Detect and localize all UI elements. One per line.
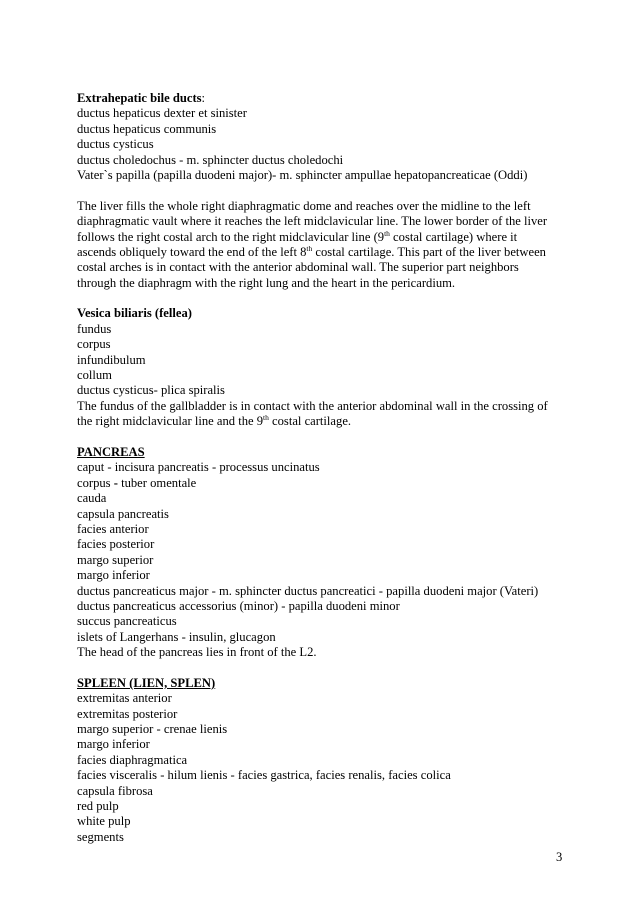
liver-paragraph-line [77,245,567,260]
spacer [77,660,567,675]
bile-ducts-heading-colon: : [201,91,206,105]
bile-duct-item: ductus choledochus - m. sphincter ductus choledochi [77,152,344,167]
gallbladder-text: costal cartilage. [268,414,352,429]
pancreas-item: facies posterior [77,537,155,552]
bile-ducts-heading-line [77,91,567,106]
ordinal-superscript: th [263,413,269,423]
spacer [77,430,567,445]
gallbladder-item: fundus [77,321,112,336]
gallbladder-item: collum [77,368,112,383]
pancreas-heading: PANCREAS [77,444,145,459]
gallbladder-text: the right midclavicular line and the 9 [77,414,264,429]
bile-duct-item: ductus hepaticus communis [77,121,217,136]
pancreas-dash: - [113,475,118,490]
pancreas-item: ductus pancreaticus major - m. sphincter ductus pancreatici - papilla duodeni major (Vateri) [77,583,539,598]
pancreas-item: margo inferior [77,568,150,583]
pancreas-item [77,476,567,491]
spleen-item: facies visceralis - hilum lienis - facies gastrica, facies renalis, facies colica [77,768,451,783]
spleen-item: extremitas anterior [77,691,172,706]
pancreas-item: islets of Langerhans - insulin, glucagon [77,629,276,644]
spleen-item: segments [77,829,124,844]
spleen-item: white pulp [77,814,131,829]
page-number: 3 [556,850,563,864]
pancreas-item: cauda [77,491,107,506]
spacer [77,291,567,306]
liver-text: costal cartilage) where it [389,229,518,244]
spleen-item: margo inferior [77,737,150,752]
gallbladder-heading: Vesica biliaris (fellea) [77,306,192,321]
spleen-item: red pulp [77,798,119,813]
gallbladder-item: corpus [77,337,111,352]
gallbladder-paragraph-line: The fundus of the gallbladder is in contact with the anterior abdominal wall in the crossing of [77,398,548,413]
liver-paragraph-line: The liver fills the whole right diaphragmatic dome and reaches over the midline to the left [77,198,531,213]
pancreas-item: succus pancreaticus [77,614,177,629]
spleen-item: capsula fibrosa [77,783,153,798]
spleen-item: facies diaphragmatica [77,752,188,767]
spleen-heading: SPLEEN (LIEN, SPLEN) [77,675,216,690]
bile-duct-item: ductus hepaticus dexter et sinister [77,106,247,121]
bile-duct-item: Vater`s papilla (papilla duodeni major)- m. sphincter ampullae hepatopancreaticae (Oddi) [77,167,528,182]
pancreas-item: caput - incisura pancreatis - processus uncinatus [77,460,320,475]
pancreas-item: margo superior [77,552,154,567]
liver-text: costal cartilage. This part of the liver between [312,244,546,259]
gallbladder-paragraph-line [77,414,567,429]
gallbladder-item: ductus cysticus- plica spiralis [77,383,225,398]
bile-duct-item: ductus cysticus [77,137,154,152]
pancreas-item: ductus pancreaticus accessorius (minor) - papilla duodeni minor [77,598,400,613]
liver-text: ascends obliquely toward the end of the left 8 [77,244,307,259]
pancreas-item: capsula pancreatis [77,506,169,521]
liver-paragraph-line: through the diaphragm with the right lung and the heart in the pericardium. [77,275,456,290]
pancreas-item: facies anterior [77,521,149,536]
liver-paragraph-line [77,230,567,245]
pancreas-text: corpus [77,475,114,490]
ordinal-superscript: th [384,228,390,238]
spleen-item: margo superior - crenae lienis [77,722,228,737]
liver-paragraph-line: diaphragmatic vault where it reaches the left midclavicular line. The lower border of the liver [77,214,548,229]
pancreas-text: tuber omentale [117,475,197,490]
gallbladder-item: infundibulum [77,352,146,367]
spacer [77,183,567,198]
liver-text: follows the right costal arch to the right midclavicular line (9 [77,229,385,244]
bile-ducts-heading: Extrahepatic bile ducts [77,91,202,105]
document-body [77,91,567,845]
spleen-item: extremitas posterior [77,706,178,721]
liver-paragraph-line: costal arches is in contact with the anterior abdominal wall. The superior part neighbors [77,260,519,275]
pancreas-item: The head of the pancreas lies in front of the L2. [77,645,317,660]
ordinal-superscript: th [306,243,313,253]
